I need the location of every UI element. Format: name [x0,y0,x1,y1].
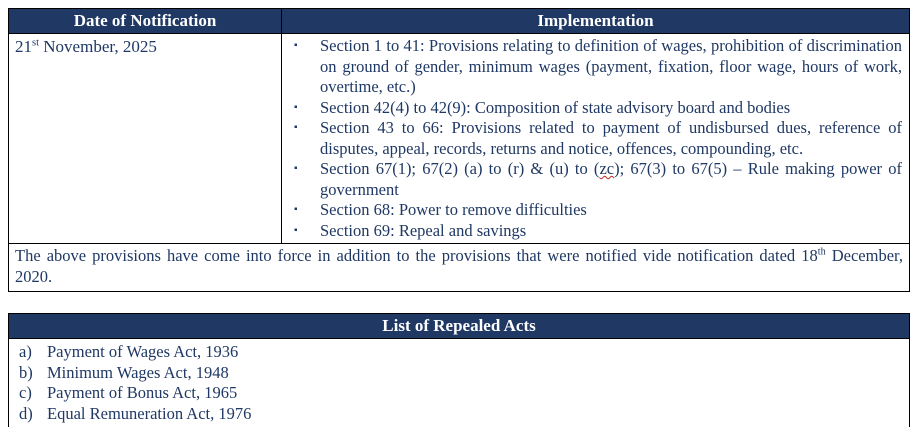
bullet-square-icon: ▪ [294,224,298,236]
bullet-text [320,159,902,200]
list-marker: c) [19,383,32,402]
implementation-bullet-1 [292,36,902,98]
list-marker: d) [19,403,33,423]
bullet-square-icon: ▪ [294,122,298,133]
repealed-act-item-4 [19,404,903,425]
implementation-cell [282,34,910,244]
note-text-rest: December, 2020. [15,246,903,286]
bullet-text: Section 68: Power to remove difficulties [320,200,587,219]
implementation-header: Implementation [282,9,910,34]
repealed-act-item-3 [19,383,903,404]
bullet-square-icon: ▪ [294,204,298,215]
notification-date-ordinal: st [32,37,40,49]
notification-date-cell [9,34,282,244]
bullet-text: Section 69: Repeal and savings [320,220,527,240]
repealed-act-name: Payment of Wages Act, 1936 [47,342,239,361]
implementation-bullet-4 [292,159,902,200]
notification-date-rest: November, 2025 [39,37,157,56]
bullet-text: Section 43 to 66: Provisions related to payment of undisbursed dues, reference of disputes, appeal, records, returns and notice, offences, compounding, etc. [320,118,902,158]
repealed-acts-table [8,313,910,427]
bullet-text: Section 1 to 41: Provisions relating to definition of wages, prohibition of discrimination on ground of gender, minimum wages (payment, fixation, floor wage, hours of work, overtime, etc.) [320,36,902,96]
notification-table-note-row [9,244,910,292]
repealed-acts-cell [9,339,910,427]
date-of-notification-header: Date of Notification [9,9,282,34]
bullet-text-segment: ); 67(3) to 67(5) – Rule making power of government [320,159,903,199]
list-marker: a) [19,342,32,361]
repealed-act-name: Equal Remuneration Act, 1976 [47,403,252,423]
repealed-acts-header: List of Repealed Acts [9,314,910,339]
implementation-bullet-5 [292,200,902,221]
table-spacer [8,292,910,313]
repealed-act-item-1 [19,342,903,363]
notification-table-header-row [9,9,910,34]
note-cell [9,244,910,292]
implementation-bullet-2 [292,98,902,119]
note-ordinal: th [817,246,826,258]
repealed-act-name: Payment of Bonus Act, 1965 [47,383,238,402]
bullet-text: Section 42(4) to 42(9): Composition of state advisory board and bodies [320,97,791,117]
bullet-text-segment: Section 67(1); 67(2) (a) to (r) & (u) to ( [320,159,600,178]
bullet-square-icon: ▪ [294,163,298,174]
implementation-bullet-3 [292,118,902,159]
note-text: The above provisions have come into force in addition to the provisions that were notified vide notification dated 18 [15,246,818,265]
implementation-bullet-6 [292,221,902,242]
notification-table-body-row [9,34,910,244]
notification-date-day: 21 [15,37,32,56]
repealed-acts-header-row [9,314,910,339]
list-marker: b) [19,362,33,382]
repealed-act-name: Minimum Wages Act, 1948 [47,362,229,382]
repealed-act-item-2 [19,363,903,384]
notification-table [8,8,910,292]
misspelled-word: zc [599,159,615,178]
bullet-square-icon: ▪ [294,40,298,51]
repealed-acts-body-row [9,339,910,427]
bullet-square-icon: ▪ [294,101,298,113]
